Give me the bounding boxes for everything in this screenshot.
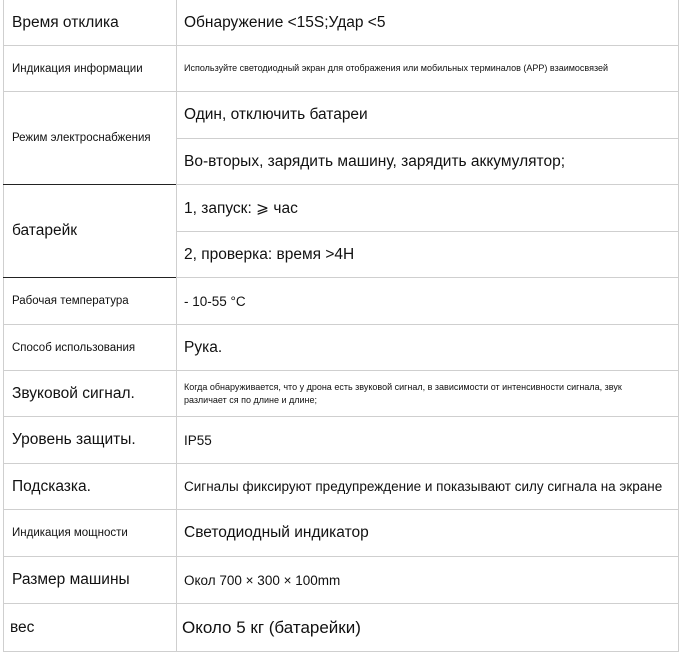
spec-label: Рабочая температура (12, 295, 129, 307)
spec-row-temperature (3, 278, 679, 324)
spec-subrow (3, 139, 679, 184)
spec-value: Один, отключить батареи (184, 106, 368, 123)
spec-label: Звуковой сигнал. (12, 384, 135, 402)
spec-label: вес (10, 618, 35, 636)
spec-value: Во-вторых, зарядить машину, зарядить аккумулятор; (184, 152, 566, 170)
spec-label: Режим электроснабжения (12, 132, 151, 144)
spec-value: - 10-55 °C (184, 293, 246, 309)
spec-label: Время отклика (12, 13, 119, 31)
spec-row-info-indication (3, 46, 679, 91)
spec-row-usage (3, 325, 679, 370)
spec-table (3, 0, 679, 652)
spec-label: Индикация информации (12, 62, 143, 75)
spec-row-weight (3, 604, 679, 651)
spec-label: Индикация мощности (12, 527, 128, 539)
spec-value: Сигналы фиксируют предупреждение и показывают силу сигнала на экране (184, 479, 663, 494)
spec-value: 2, проверка: время >4H (184, 245, 355, 263)
spec-label: Уровень защиты. (12, 431, 136, 448)
spec-row-machine-size (3, 557, 679, 603)
spec-label: Подсказка. (12, 477, 91, 495)
spec-label: батарейк (12, 222, 78, 239)
spec-value: IP55 (184, 432, 212, 448)
spec-row-sound-signal (3, 371, 679, 416)
spec-row-protection (3, 417, 679, 463)
spec-value: Используйте светодиодный экран для отображения или мобильных терминалов (APP) взаимосвязей (184, 63, 609, 73)
spec-value: Рука. (184, 338, 223, 356)
row-divider (3, 651, 679, 652)
spec-subrow (3, 185, 679, 231)
spec-value: Обнаружение <15S;Удар <5 (184, 13, 386, 31)
spec-label: Размер машины (12, 571, 130, 588)
spec-label: Способ использования (12, 341, 136, 354)
spec-row-response-time (3, 0, 679, 45)
spec-value: Светодиодный индикатор (184, 524, 369, 541)
spec-value: Когда обнаруживается, что у дрона есть звуковой сигнал, в зависимости от интенсивности сигнала, звук различает ся по длине и длине; (184, 381, 622, 405)
spec-value: 1, запуск: ⩾ час (184, 199, 298, 217)
spec-subrow (3, 92, 679, 138)
spec-value: Окол 700 × 300 × 100mm (184, 572, 341, 588)
spec-subrow (3, 232, 679, 277)
spec-row-prompt (3, 464, 679, 509)
spec-row-power-indication (3, 510, 679, 556)
spec-value: Около 5 кг (батарейки) (182, 617, 361, 637)
